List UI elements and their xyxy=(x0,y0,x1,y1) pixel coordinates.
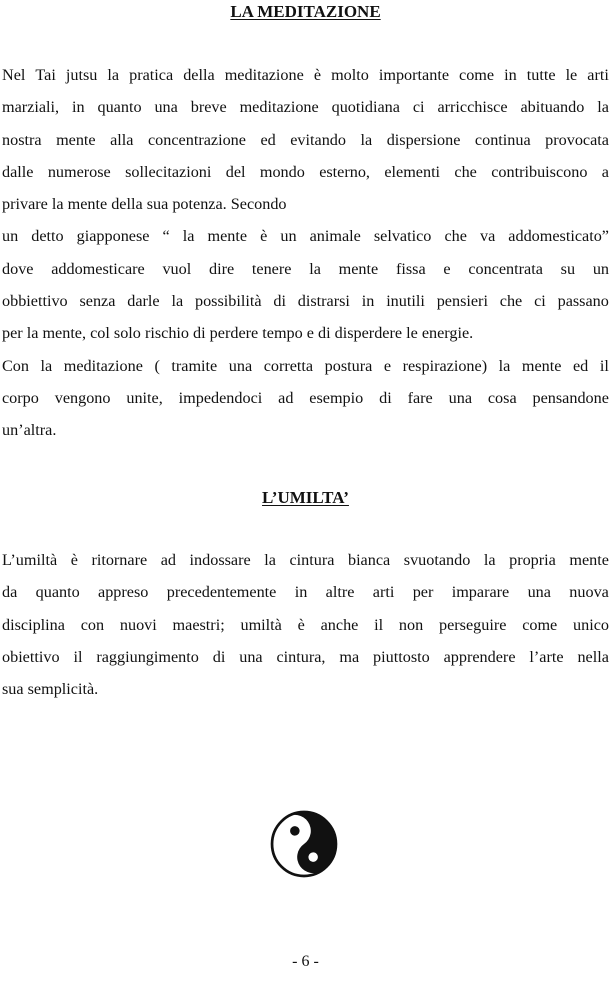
word: la xyxy=(40,356,53,375)
word: arricchisce xyxy=(437,98,508,117)
word: la xyxy=(264,551,276,569)
word: unite, xyxy=(126,388,163,407)
text-line xyxy=(2,350,609,382)
word: è xyxy=(313,66,322,84)
word: in xyxy=(361,292,375,311)
word: continua xyxy=(474,130,531,149)
word: fare xyxy=(407,388,433,407)
word: non xyxy=(398,615,424,634)
word: perseguire xyxy=(438,615,507,634)
word: come xyxy=(459,66,495,84)
word: imparare xyxy=(451,583,510,602)
word: la xyxy=(171,292,184,311)
word: provocata xyxy=(545,130,609,149)
word: in xyxy=(294,583,308,602)
word: la xyxy=(309,259,321,278)
word: dove xyxy=(2,259,34,278)
word: addomesticare xyxy=(51,259,145,278)
word: è xyxy=(260,227,268,246)
word: le xyxy=(565,66,578,84)
word: ci xyxy=(534,292,546,311)
word: concentrata xyxy=(468,259,543,278)
word: ritornare xyxy=(91,551,148,569)
word: contribuiscono xyxy=(491,162,588,181)
word: unico xyxy=(573,615,609,634)
word: disciplina xyxy=(2,615,65,634)
word: pratica xyxy=(129,66,174,84)
word: propria xyxy=(509,551,556,569)
word: numerose xyxy=(47,162,111,181)
word: vengono xyxy=(54,388,111,407)
word: postura xyxy=(324,356,373,375)
text-line xyxy=(2,576,609,608)
word: quotidiana xyxy=(331,98,400,117)
word: breve xyxy=(190,98,227,117)
word: apprendere xyxy=(443,647,516,666)
word: del xyxy=(225,162,246,181)
word: piuttosto xyxy=(373,647,430,666)
section-title-umilta: L’UMILTA’ xyxy=(262,488,349,507)
word: da xyxy=(2,583,18,602)
word: meditazione xyxy=(239,98,319,117)
word: mondo xyxy=(259,162,305,181)
word: nella xyxy=(577,647,609,666)
word: L’umiltà xyxy=(2,551,58,569)
word: elementi xyxy=(384,162,441,181)
word: una xyxy=(154,98,178,117)
word: precedentemente xyxy=(166,583,277,602)
word: jutsu xyxy=(65,66,98,84)
word: ad xyxy=(278,388,294,407)
word: evitando xyxy=(290,130,346,149)
text-line xyxy=(2,382,609,414)
word: la xyxy=(597,98,609,117)
word: anche xyxy=(320,615,359,634)
word: animale xyxy=(309,227,361,246)
word: la xyxy=(360,130,373,149)
word: concentrazione xyxy=(148,130,246,149)
word: dire xyxy=(208,259,235,278)
word: possibilità xyxy=(194,292,262,311)
word: dalle xyxy=(2,162,34,181)
word: pensieri xyxy=(436,292,488,311)
word: nuova xyxy=(569,583,609,602)
word: mente xyxy=(207,227,248,246)
text-line xyxy=(2,124,609,156)
word: una xyxy=(239,647,263,666)
word: “ xyxy=(162,227,170,246)
word: ad xyxy=(160,551,176,569)
word: come xyxy=(522,615,558,634)
text-line xyxy=(2,285,609,317)
word: esempio xyxy=(309,388,364,407)
word: importante xyxy=(378,66,449,84)
word: meditazione xyxy=(63,356,143,375)
word: marziali, xyxy=(2,98,60,117)
word: cosa xyxy=(487,388,517,407)
word: obiettivo xyxy=(2,647,60,666)
word: maestri; xyxy=(172,615,225,634)
word: tutte xyxy=(526,66,556,84)
word: di xyxy=(379,388,392,407)
word: e xyxy=(443,259,451,278)
word: cintura, xyxy=(276,647,326,666)
word: darle xyxy=(127,292,160,311)
text-line xyxy=(2,220,609,252)
word: la xyxy=(498,356,511,375)
word: in xyxy=(71,98,85,117)
word: abituando xyxy=(520,98,585,117)
word: arti xyxy=(372,583,395,602)
word: su xyxy=(560,259,576,278)
word: vuol xyxy=(162,259,192,278)
text-line xyxy=(2,91,609,123)
yin-yang-icon xyxy=(270,810,338,878)
paragraph-umilta xyxy=(2,544,609,705)
word: la xyxy=(182,227,195,246)
word: corpo xyxy=(2,388,39,407)
word: nuovi xyxy=(119,615,157,634)
word: passano xyxy=(557,292,609,311)
word: detto xyxy=(31,227,64,246)
word: per xyxy=(412,583,434,602)
word: un xyxy=(2,227,19,246)
word: appreso xyxy=(98,583,149,602)
word: inutili xyxy=(386,292,425,311)
word: mente xyxy=(521,356,562,375)
text-line xyxy=(2,544,609,576)
word: giapponese xyxy=(76,227,150,246)
word: il xyxy=(599,356,609,375)
word: raggiungimento xyxy=(96,647,199,666)
word: svuotando xyxy=(403,551,471,569)
word: dispersione xyxy=(386,130,461,149)
word: addomesticato” xyxy=(508,227,609,246)
word: che xyxy=(499,292,523,311)
word: Nel xyxy=(2,66,26,84)
word: nostra xyxy=(2,130,42,149)
word: il xyxy=(73,647,83,666)
word: altre xyxy=(325,583,355,602)
paragraph-meditazione xyxy=(2,59,609,447)
text-line xyxy=(2,641,609,673)
word: una xyxy=(228,356,253,375)
word: quanto xyxy=(35,583,80,602)
word: un xyxy=(592,259,609,278)
word: impedendoci xyxy=(178,388,263,407)
word: un xyxy=(280,227,297,246)
word: che xyxy=(454,162,477,181)
word: della xyxy=(183,66,215,84)
text-line: sua semplicità. xyxy=(2,680,99,699)
text-line: per la mente, col solo rischio di perdere tempo e di disperdere le energie. xyxy=(2,324,474,343)
word: ci xyxy=(412,98,425,117)
word: bianca xyxy=(347,551,391,569)
word: tramite xyxy=(171,356,218,375)
word: l’arte xyxy=(529,647,564,666)
word: con xyxy=(80,615,105,634)
word: sollecitazioni xyxy=(125,162,212,181)
word: meditazione xyxy=(224,66,304,84)
word: molto xyxy=(331,66,369,84)
word: fissa xyxy=(395,259,426,278)
word: in xyxy=(504,66,517,84)
word: e xyxy=(383,356,392,375)
text-line xyxy=(2,156,609,188)
word: che xyxy=(444,227,467,246)
word: mente xyxy=(569,551,609,569)
text-line: privare la mente della sua potenza. Secondo xyxy=(2,195,287,214)
word: il xyxy=(374,615,384,634)
word: esterno, xyxy=(319,162,370,181)
word: mente xyxy=(338,259,379,278)
word: ed xyxy=(573,356,589,375)
word: obbiettivo xyxy=(2,292,68,311)
page-number: - 6 - xyxy=(292,953,319,970)
word: una xyxy=(527,583,551,602)
word: è xyxy=(297,615,305,634)
word: Con xyxy=(2,356,29,375)
word: di xyxy=(273,292,286,311)
text-line xyxy=(2,609,609,641)
word: ma xyxy=(339,647,360,666)
word: indossare xyxy=(189,551,251,569)
word: senza xyxy=(79,292,116,311)
word: Tai xyxy=(35,66,56,84)
text-line xyxy=(2,253,609,285)
word: pensandone xyxy=(532,388,609,407)
word: tenere xyxy=(251,259,292,278)
word: la xyxy=(483,551,496,569)
word: di xyxy=(212,647,226,666)
word: alla xyxy=(110,130,134,149)
word: cintura xyxy=(289,551,335,569)
word: a xyxy=(601,162,609,181)
word: ( xyxy=(154,356,160,375)
section-title-meditazione: LA MEDITAZIONE xyxy=(230,2,381,21)
word: umiltà xyxy=(240,615,282,634)
word: la xyxy=(107,66,120,84)
word: è xyxy=(70,551,78,569)
word: mente xyxy=(56,130,96,149)
word: arti xyxy=(587,66,609,84)
word: corretta xyxy=(263,356,314,375)
word: quanto xyxy=(97,98,142,117)
word: selvatico xyxy=(373,227,432,246)
word: respirazione) xyxy=(402,356,488,375)
word: ed xyxy=(260,130,276,149)
word: va xyxy=(479,227,496,246)
text-line: un’altra. xyxy=(2,421,57,440)
word: una xyxy=(448,388,472,407)
word: distrarsi xyxy=(297,292,350,311)
text-line xyxy=(2,59,609,91)
